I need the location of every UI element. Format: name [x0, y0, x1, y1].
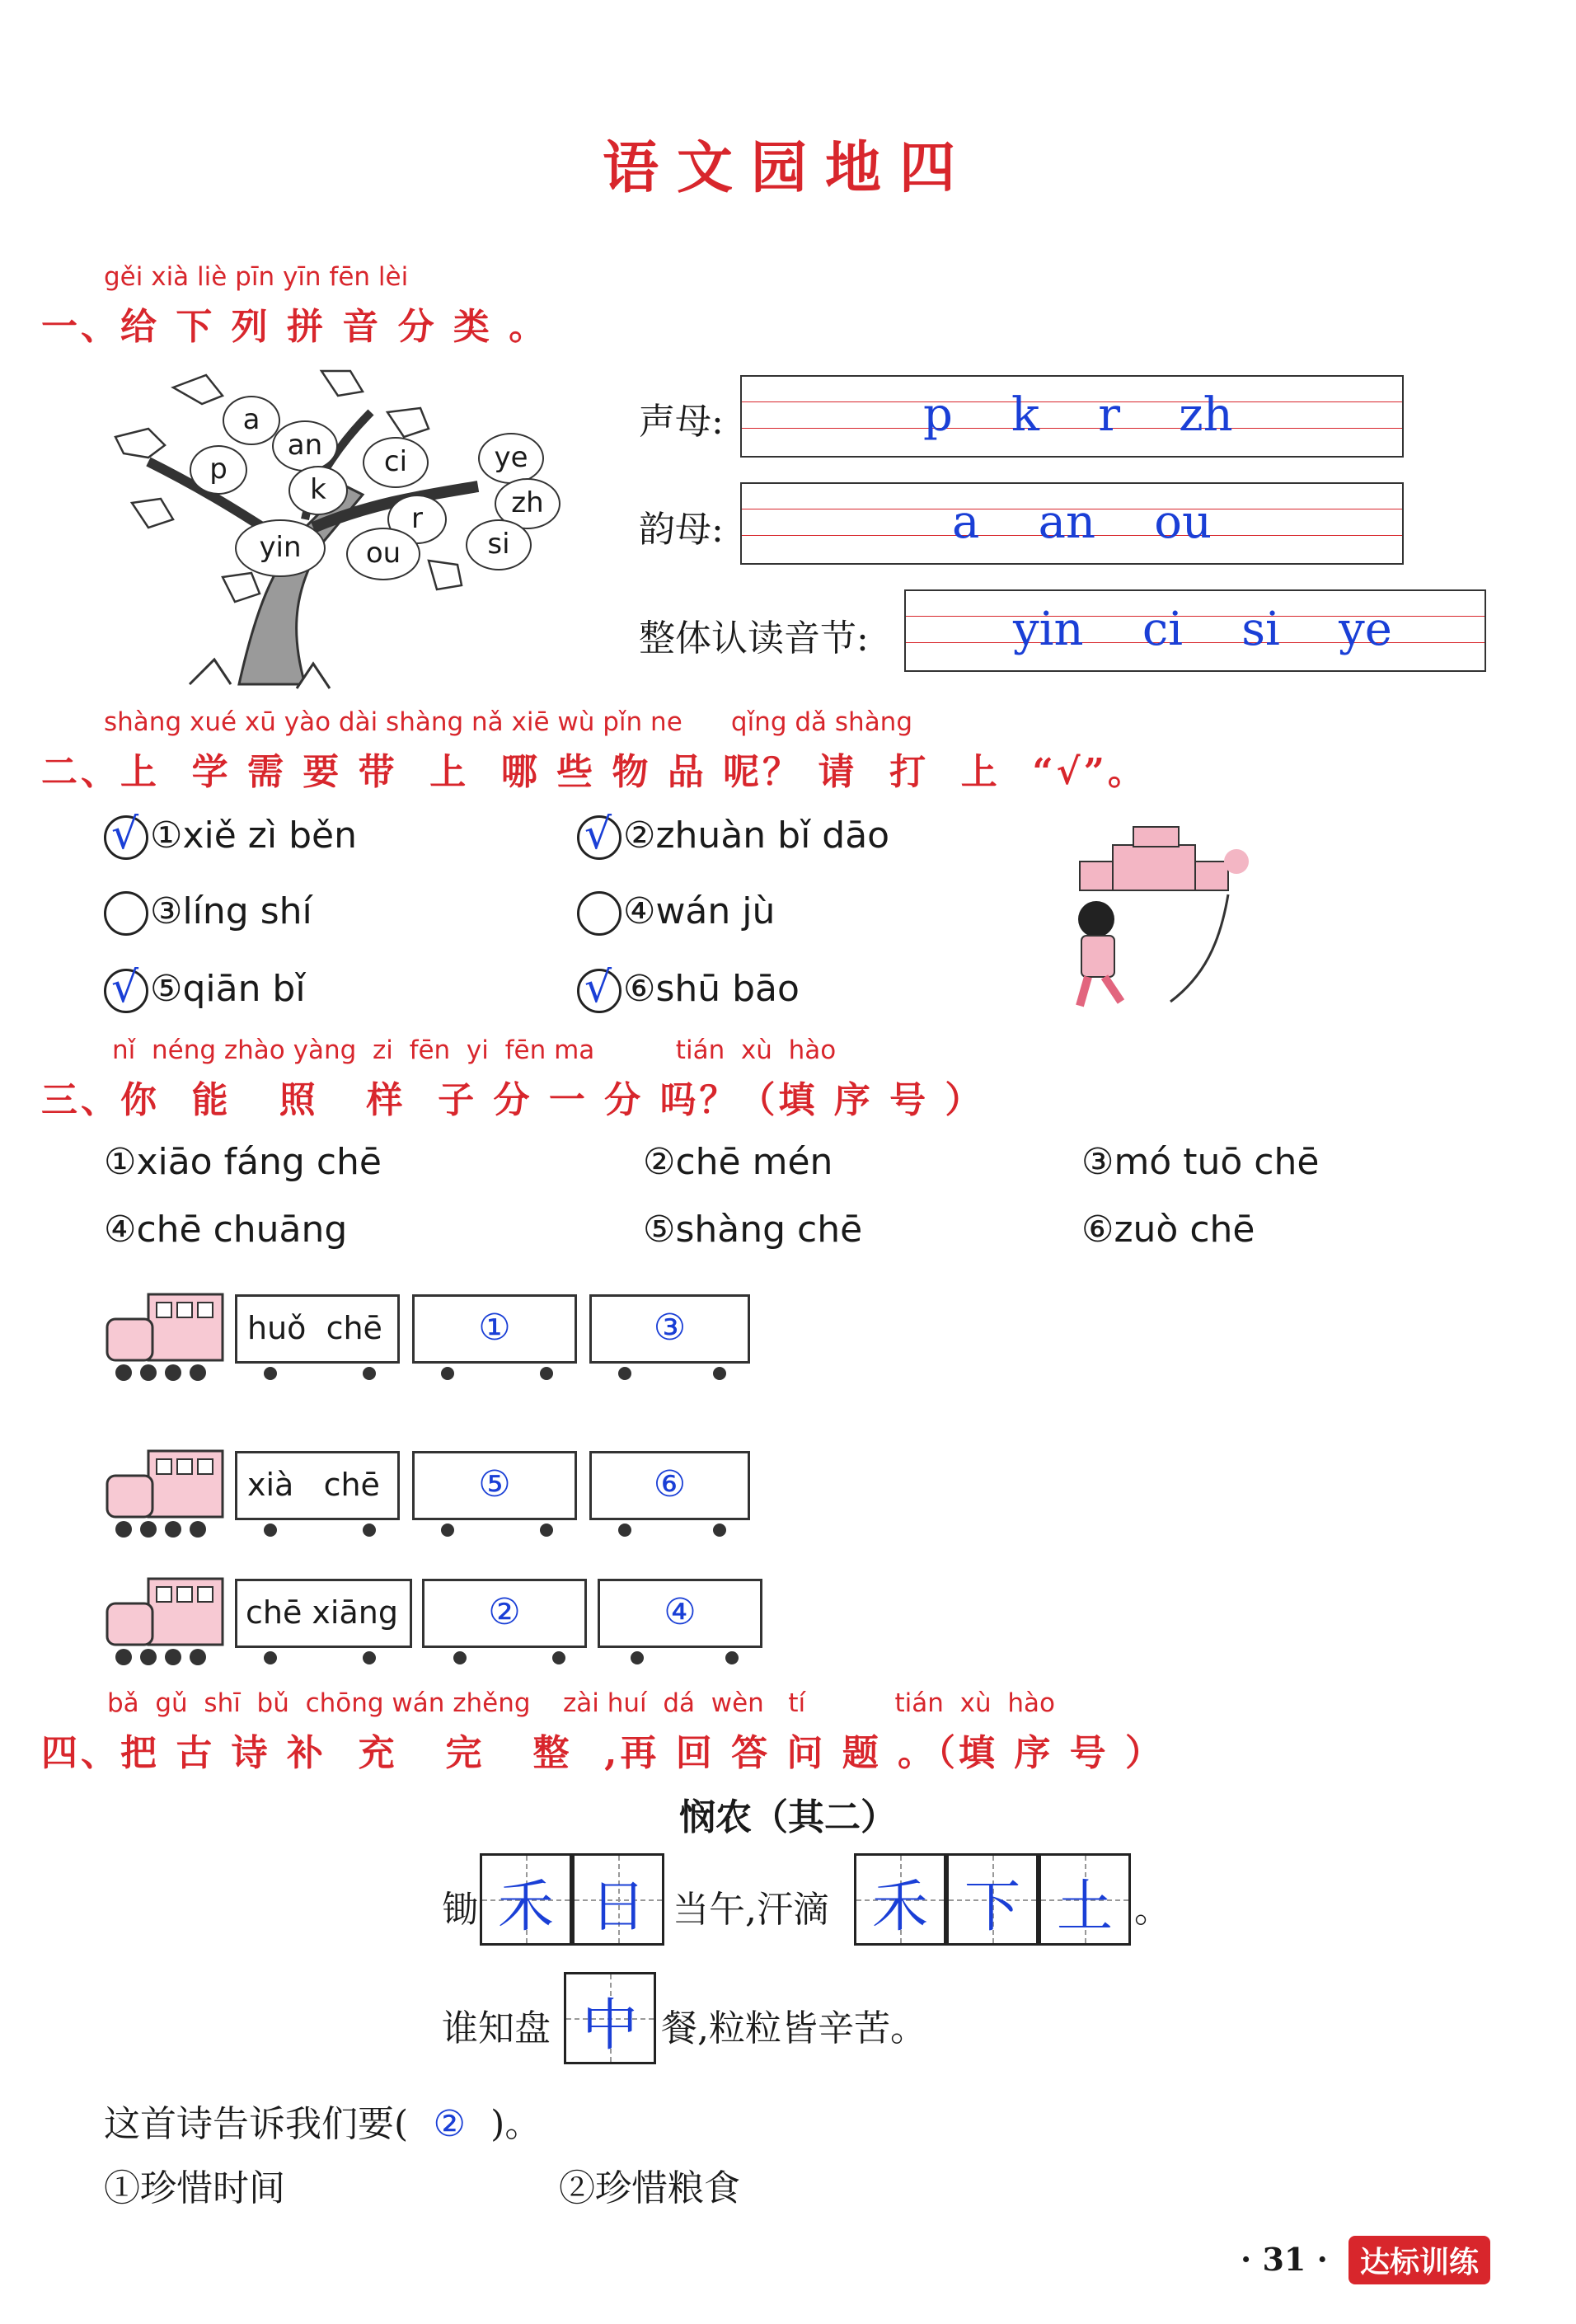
answer-shengmu: p k r zh	[923, 388, 1233, 442]
train-answer: ⑥	[653, 1463, 687, 1505]
tree-item: zh	[495, 478, 561, 529]
pinyin-tree	[99, 363, 610, 693]
poem-line2-end: 餐,粒粒皆辛苦。	[661, 2007, 926, 2049]
tree-item: si	[466, 519, 532, 570]
option-text: ⑤qiān bǐ	[150, 968, 306, 1010]
option-6[interactable]	[577, 963, 800, 1013]
train-answer: ②	[488, 1591, 521, 1633]
option-text: ③líng shí	[150, 890, 312, 932]
char-answer: 禾	[871, 1875, 928, 1940]
label-shengmu: 声母:	[639, 401, 724, 443]
label-yunmu: 韵母:	[639, 509, 724, 551]
check-mark: √	[111, 963, 139, 1012]
poem-title: 悯农（其二）	[679, 1796, 897, 1838]
answer-line-shengmu[interactable]	[740, 375, 1404, 458]
char-box[interactable]	[1039, 1853, 1131, 1946]
sec3-item-5: ⑤shàng chē	[643, 1209, 863, 1251]
sec3-item-4: ④chē chuāng	[104, 1209, 348, 1251]
question-answer[interactable]: ②	[433, 2103, 466, 2145]
char-answer: 禾	[497, 1875, 554, 1940]
char-box[interactable]	[564, 1972, 656, 2064]
poem-line1-end: 。	[1134, 1889, 1170, 1931]
tree-item: yin	[235, 519, 326, 577]
answer-line-yunmu[interactable]	[740, 482, 1404, 565]
train-2	[99, 1434, 758, 1550]
brand-badge: 达标训练	[1349, 2236, 1490, 2284]
train-answer: ④	[664, 1591, 697, 1633]
poem-line1-start: 锄	[442, 1889, 478, 1931]
train-3	[99, 1562, 775, 1678]
char-box[interactable]	[572, 1853, 664, 1946]
wagon-answer[interactable]	[422, 1579, 587, 1648]
sec4-heading: 四、把 古 诗 补 充 完 整 ,再 回 答 问 题 。（填 序 号 ）	[41, 1732, 1166, 1774]
option-5[interactable]	[104, 963, 306, 1013]
checkbox-circle[interactable]	[104, 810, 148, 860]
check-mark: √	[584, 810, 612, 859]
choice-2: ②珍惜粮食	[559, 2167, 740, 2209]
sec3-heading: 三、你 能 照 样 子 分 一 分 吗？（填 序 号 ）	[41, 1079, 985, 1121]
checkbox-circle[interactable]	[577, 891, 621, 936]
checkbox-circle[interactable]	[104, 891, 148, 936]
char-answer: 下	[964, 1875, 1020, 1940]
sec3-item-3: ③mó tuō chē	[1081, 1141, 1320, 1183]
train-label: chē xiāng	[246, 1594, 398, 1631]
choice-1: ①珍惜时间	[104, 2167, 285, 2209]
checkbox-circle[interactable]	[104, 963, 148, 1013]
tree-item: p	[190, 445, 247, 495]
tree-item: r	[387, 495, 447, 544]
checkbox-circle[interactable]	[577, 810, 621, 860]
wagon-answer[interactable]	[412, 1451, 577, 1520]
train-answer: ⑤	[478, 1463, 511, 1505]
page-title: 语文园地四	[602, 135, 973, 201]
check-mark: √	[111, 810, 139, 859]
train-1	[99, 1278, 758, 1393]
answer-zhengti: yin ci si ye	[1013, 603, 1392, 656]
tree-item: ye	[478, 433, 544, 484]
option-4[interactable]	[577, 890, 775, 936]
wagon-answer[interactable]	[598, 1579, 762, 1648]
char-box[interactable]	[480, 1853, 572, 1946]
locomotive-icon	[99, 1278, 239, 1393]
wagon-label	[235, 1294, 400, 1364]
sec1-pinyin: gěi xià liè pīn yīn fēn lèi	[104, 262, 409, 292]
wagon-answer[interactable]	[412, 1294, 577, 1364]
wagon-label	[235, 1579, 412, 1648]
char-answer: 日	[589, 1875, 646, 1940]
char-box[interactable]	[946, 1853, 1039, 1946]
question-line	[104, 2094, 541, 2147]
tree-item: a	[223, 396, 280, 445]
check-mark: √	[584, 963, 612, 1012]
char-answer: 中	[581, 1993, 638, 2059]
checkbox-circle[interactable]	[577, 963, 621, 1013]
train-label: huǒ chē	[247, 1310, 382, 1346]
option-text: ④wán jù	[623, 890, 776, 932]
sec3-pinyin: nǐ néng zhào yàng zi fēn yi fēn ma tián xù hào	[112, 1035, 837, 1065]
page-number: · 31 ·	[1241, 2241, 1328, 2278]
train-answer: ③	[653, 1307, 687, 1349]
option-2[interactable]	[577, 810, 890, 860]
tree-item: ou	[346, 528, 420, 580]
sec2-heading: 二、上 学 需 要 带 上 哪 些 物 品 呢？ 请 打 上 “√”。	[41, 751, 1147, 793]
sec1-heading: 一、给 下 列 拼 音 分 类 。	[41, 306, 549, 348]
train-answer: ①	[478, 1307, 511, 1349]
sec3-item-1: ①xiāo fáng chē	[104, 1141, 382, 1183]
train-label: xià chē	[247, 1467, 380, 1503]
label-zhengti: 整体认读音节:	[639, 617, 869, 660]
option-1[interactable]	[104, 810, 357, 860]
sec3-item-2: ②chē mén	[643, 1141, 833, 1183]
option-text: ⑥shū bāo	[623, 968, 800, 1010]
char-answer: 土	[1056, 1875, 1113, 1940]
char-box[interactable]	[854, 1853, 946, 1946]
option-text: ①xiě zì běn	[150, 815, 357, 857]
poem-line2-start: 谁知盘	[442, 2007, 551, 2049]
question-end: )。	[490, 2103, 542, 2145]
wagon-answer[interactable]	[589, 1294, 750, 1364]
sec3-item-6: ⑥zuò chē	[1081, 1209, 1255, 1251]
wagon-label	[235, 1451, 400, 1520]
sec2-pinyin: shàng xué xū yào dài shàng nǎ xiē wù pǐn ne qǐng dǎ shàng	[104, 707, 913, 737]
option-3[interactable]	[104, 890, 312, 936]
tree-item: ci	[363, 437, 429, 488]
sec4-pinyin: bǎ gǔ shī bǔ chōng wán zhěng zài huí dá wèn tí tián xù hào	[107, 1688, 1055, 1718]
school-kid-drawing	[1063, 812, 1286, 1010]
question-text: 这首诗告诉我们要(	[104, 2103, 409, 2145]
school-illustration	[1063, 812, 1286, 1010]
locomotive-icon	[99, 1434, 239, 1550]
option-text: ②zhuàn bǐ dāo	[623, 815, 890, 857]
locomotive-icon	[99, 1562, 239, 1678]
answer-yunmu: a an ou	[952, 495, 1212, 549]
poem-line1-mid: 当午,汗滴	[673, 1889, 829, 1931]
wagon-answer[interactable]	[589, 1451, 750, 1520]
tree-item: an	[272, 420, 338, 472]
answer-line-zhengti[interactable]	[904, 589, 1486, 672]
tree-item: k	[288, 466, 348, 515]
